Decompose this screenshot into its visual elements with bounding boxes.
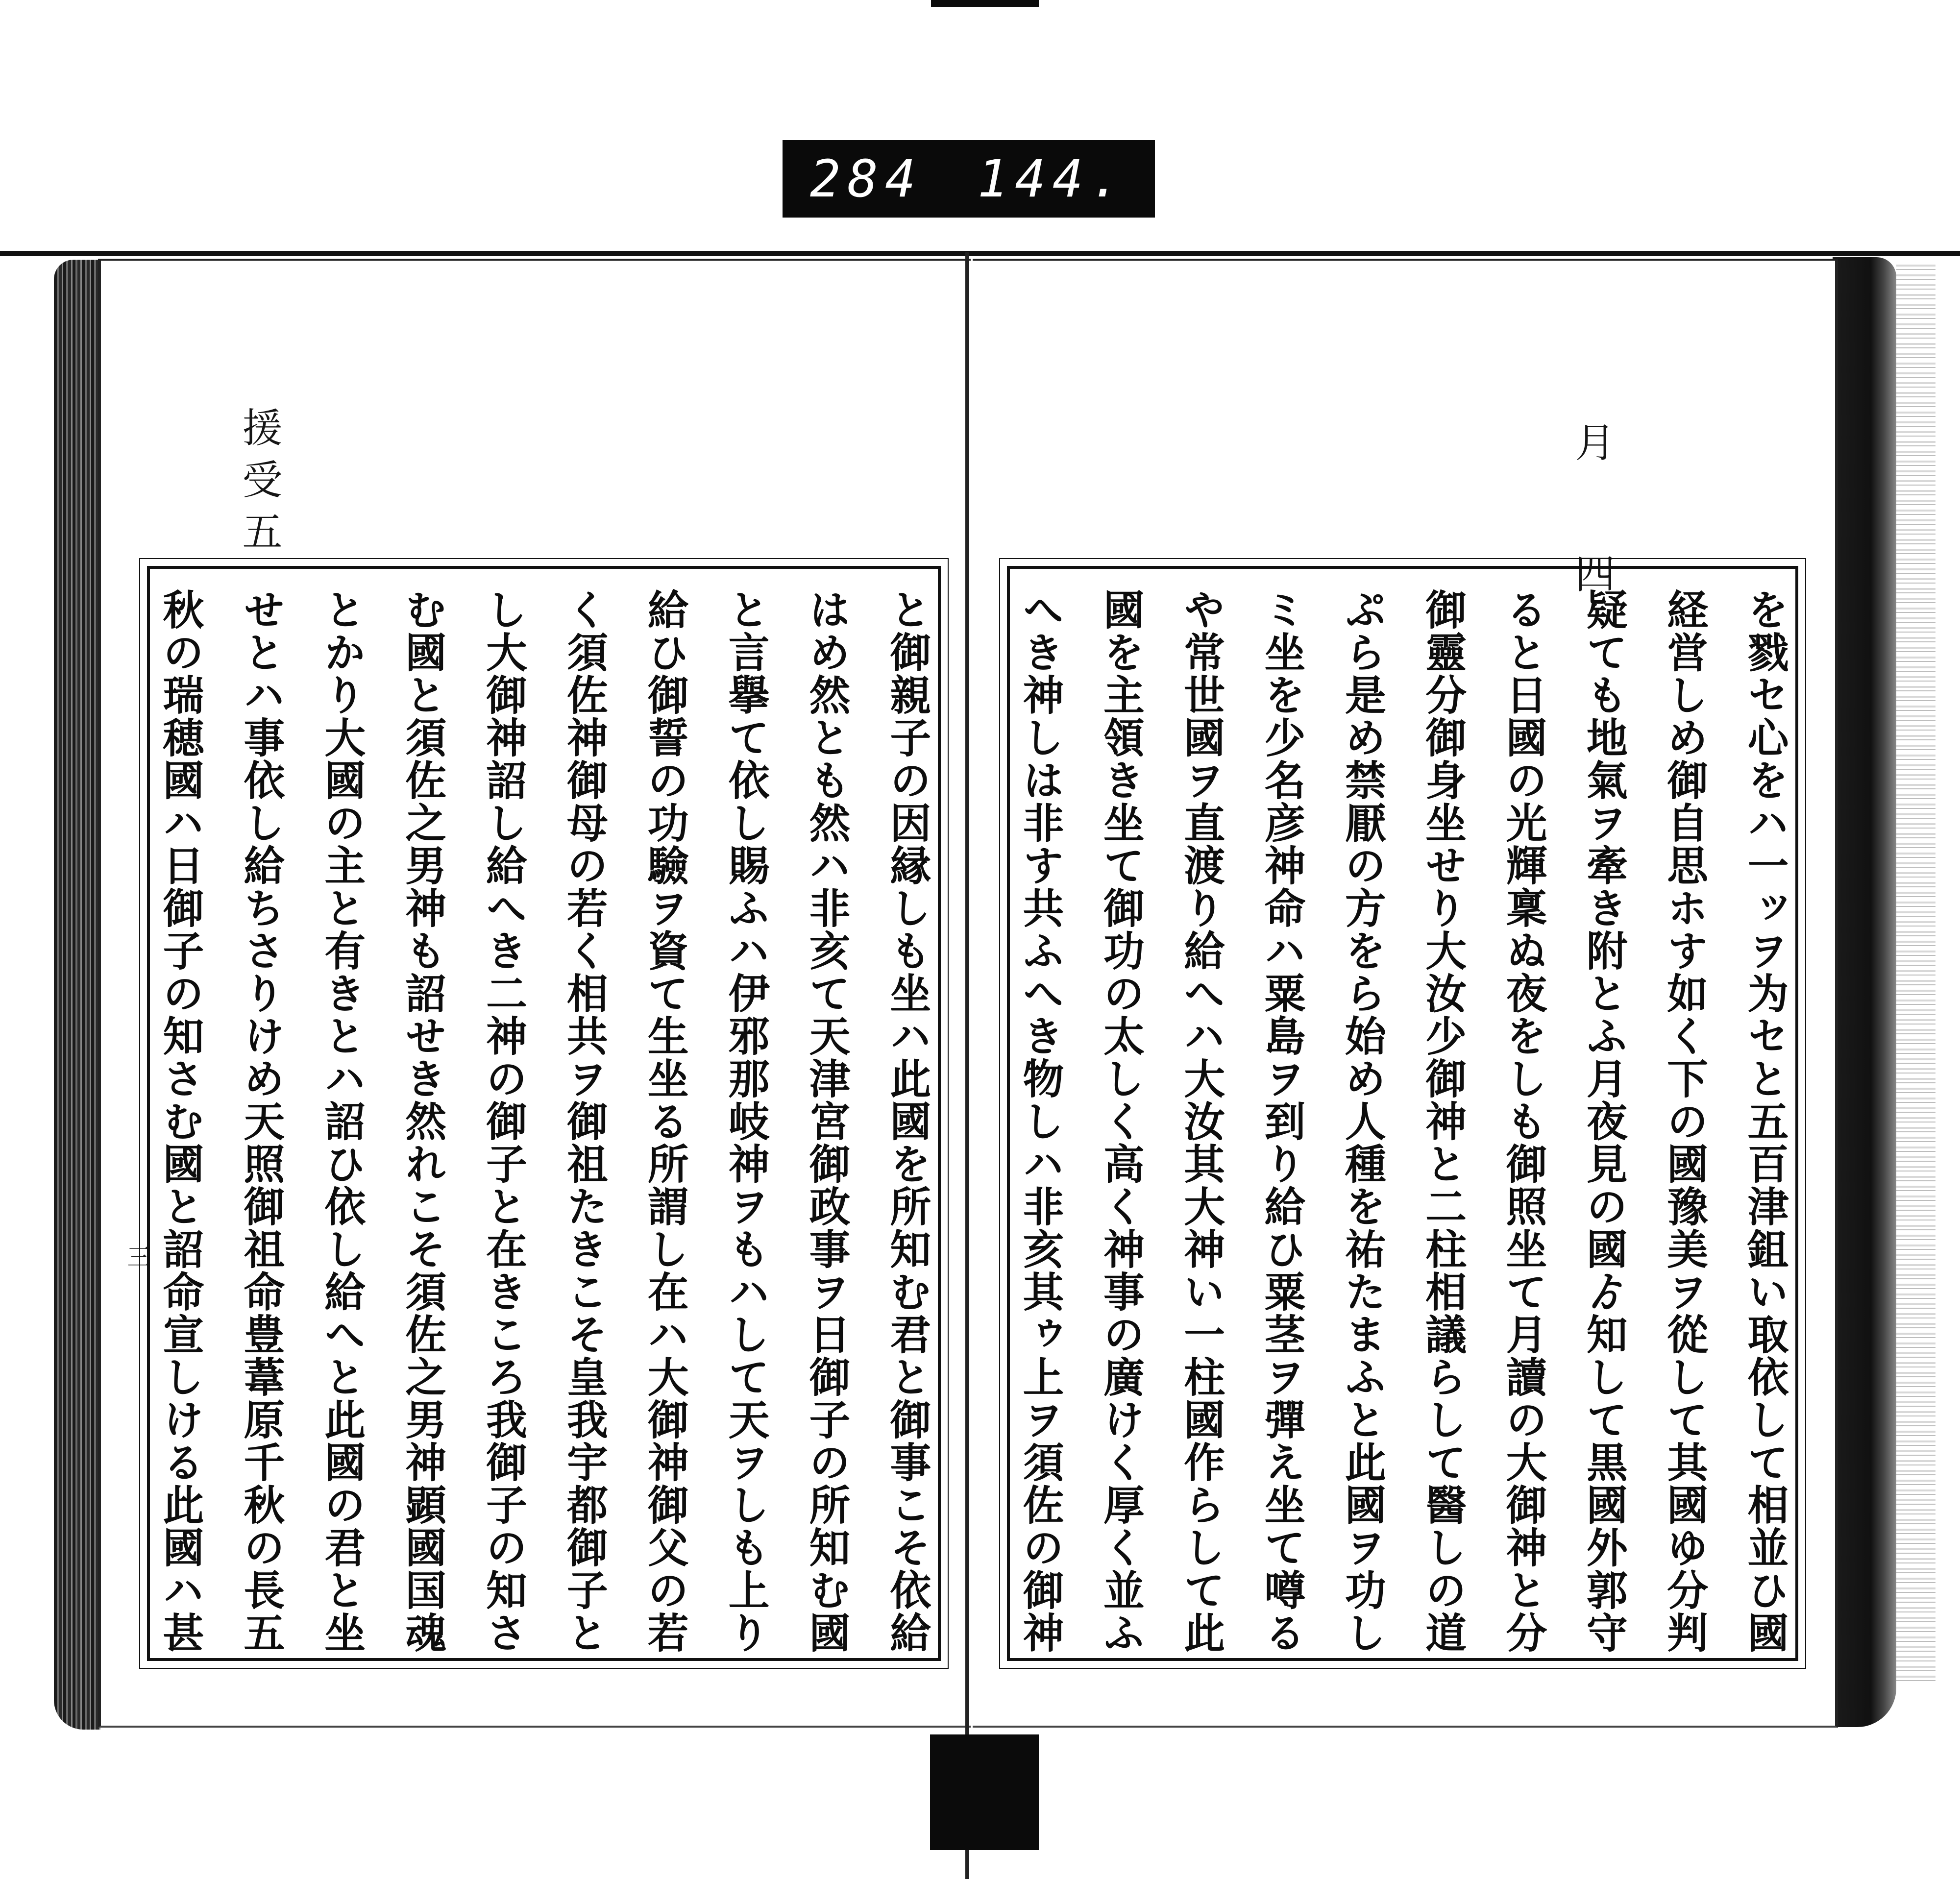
text-column: 経営しめ御自思ホす如く下の國豫美ヲ從して其國ゆ分判 [1660,588,1709,1654]
text-column: を戮セ心をハ一ッヲ为セと五百津鉏い取依して相並ひ國 [1740,588,1789,1654]
scan-top-rule [0,251,1960,256]
gutter-shadow-bottom [930,1734,1039,1850]
right-margin-note: 月 四 [1568,421,1615,633]
book-page-edges-left [54,260,100,1730]
catalog-number-right: 144. [977,149,1128,209]
text-column: せとハ事依し給ちさりけめ天照御祖命豊葦原千秋の長五 [237,588,286,1654]
left-text-columns [156,588,932,1654]
right-text-columns [1016,588,1789,1654]
text-column: ると日國の光輝稟ぬ夜をしも御照坐て月讀の大御神と分 [1499,588,1548,1654]
catalog-number-plate [783,140,1155,218]
text-column: ミ坐を少名彦神命ハ粟島ヲ到り給ひ粟茎ヲ彈え坐て噂る [1257,588,1306,1654]
text-column: と言擧て依し賜ふハ伊邪那岐神ヲもハして天ヲしも上り [722,588,771,1654]
book-page-edges-right [1833,257,1896,1727]
text-column: 給ひ御誓の功驗ヲ資て生坐る所謂し在ハ大御神御父の若 [641,588,690,1654]
catalog-number-left: 284 [809,149,923,209]
left-folio: 三 [123,1245,150,1268]
left-margin-note: 援受五 [236,407,282,562]
text-column: し大御神詔し給へき二神の御子と在きころ我御子の知さ [479,588,528,1654]
right-text-frame [1007,566,1798,1661]
text-column: はめ然とも然ハ非亥て天津宮御政事ヲ日御子の所知む國 [803,588,851,1654]
text-column: とかり大國の主と有きとハ詔ひ依し給へと此國の君と坐 [318,588,367,1654]
text-column: 疑ても地氣ヲ牽き附とふ月夜見の國ゟ知して黒國外郭守 [1580,588,1629,1654]
text-column: ぷら是め禁厭の方をら始め人種を祐たまふと此國ヲ功し [1338,588,1387,1654]
text-column: と御親子の因縁しも坐ハ此國を所知む君と御事こそ依給 [883,588,932,1654]
gutter-shadow-top [931,0,1039,7]
text-column: や常世國ヲ直渡り給へハ大汝其大神い一柱國作らして此 [1177,588,1226,1654]
text-column: 秋の瑞穂國ハ日御子の知さむ國と詔命宣しける此國ハ甚 [156,588,205,1654]
text-column: へき神しは非す共ふへき物しハ非亥其ゥ上ヲ須佐の御神 [1016,588,1065,1654]
book-page-fore-edge-right [1896,265,1936,1685]
text-column: く須佐神御母の若く相共ヲ御祖たきこそ皇我宇都御子と [560,588,609,1654]
left-text-frame [147,566,941,1661]
text-column: 御靈分御身坐せり大汝少御神と二柱相議らして醫しの道 [1419,588,1468,1654]
text-column: む國と須佐之男神も詔せき然れこそ須佐之男神顕國国魂 [398,588,447,1654]
book-gutter [965,252,969,1879]
text-column: 國を主領き坐て御功の太しく高く神事の廣けく厚く並ふ [1097,588,1146,1654]
